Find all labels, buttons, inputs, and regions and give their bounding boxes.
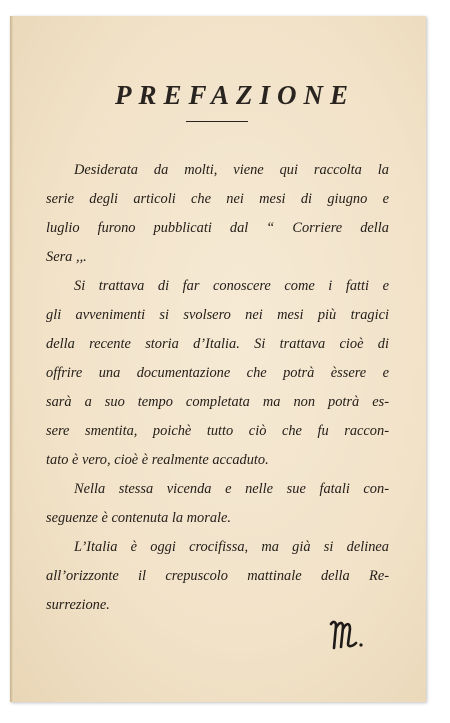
page-title: PREFAZIONE [114, 80, 356, 110]
text-line: serie degli articoli che nei mesi di giugno e [46, 191, 389, 207]
handwritten-signature [328, 612, 368, 652]
text-line: L’Italia è oggi crocifissa, ma già si delinea [74, 539, 389, 555]
preface-body [46, 156, 389, 620]
text-line: sarà a suo tempo completata ma non potrà es- [46, 394, 389, 410]
text-line: surrezione. [46, 597, 110, 613]
text-line: seguenze è contenuta la morale. [46, 510, 232, 526]
text-line: all’orizzonte il crepuscolo mattinale della Re- [46, 568, 389, 584]
title-divider [186, 121, 248, 122]
page-binding-edge [10, 16, 14, 702]
text-line: luglio furono pubblicati dal “ Corriere della [46, 220, 389, 236]
text-line: Sera ,,. [46, 249, 87, 265]
text-line: tato è vero, cioè è realmente accaduto. [46, 452, 269, 468]
text-line: Nella stessa vicenda e nelle sue fatali con- [74, 481, 389, 497]
text-line: gli avvenimenti si svolsero nei mesi più tragici [46, 307, 389, 323]
text-line: Si trattava di far conoscere come i fatti e [74, 278, 389, 294]
text-line: offrire una documentazione che potrà èssere e [46, 365, 389, 381]
text-line: Desiderata da molti, viene qui raccolta la [74, 162, 389, 178]
text-line: della recente storia d’Italia. Si trattava cioè di [46, 336, 389, 352]
text-line: sere smentita, poichè tutto ciò che fu raccon- [46, 423, 389, 439]
